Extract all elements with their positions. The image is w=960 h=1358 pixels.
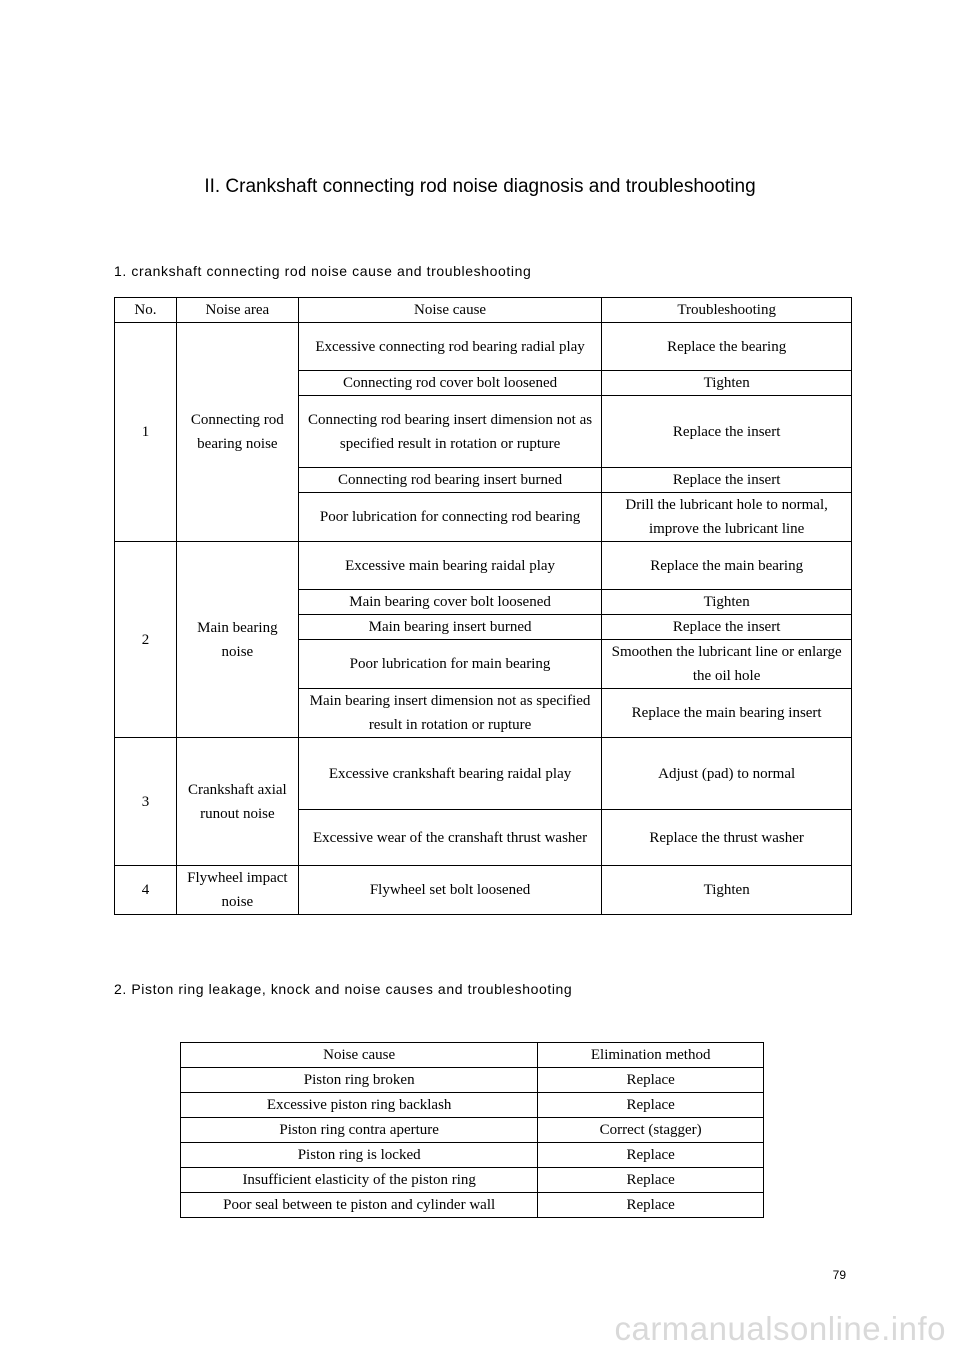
fix-cell: Replace the main bearing insert [602, 689, 852, 738]
page-title: II. Crankshaft connecting rod noise diagnosis and troubleshooting [204, 176, 756, 197]
header-noise-area: Noise area [176, 298, 298, 323]
fix-cell: Replace the insert [602, 396, 852, 468]
method-cell: Replace [538, 1168, 764, 1193]
fix-cell: Replace the bearing [602, 323, 852, 371]
header-noise-cause: Noise cause [181, 1043, 538, 1068]
method-cell: Correct (stagger) [538, 1118, 764, 1143]
group-no: 1 [115, 323, 177, 542]
cause-cell: Connecting rod bearing insert burned [298, 468, 601, 493]
cause-cell: Connecting rod bearing insert dimension not as specified result in rotation or rupture [298, 396, 601, 468]
header-no: No. [115, 298, 177, 323]
group-area: Crankshaft axial runout noise [176, 738, 298, 866]
section-1-heading: 1. crankshaft connecting rod noise cause and troubleshooting [114, 263, 532, 279]
fix-cell: Replace the insert [602, 615, 852, 640]
table-row [181, 1143, 764, 1168]
cause-cell: Flywheel set bolt loosened [298, 866, 601, 915]
section-2-heading: 2. Piston ring leakage, knock and noise causes and troubleshooting [114, 981, 573, 997]
cause-cell: Poor seal between te piston and cylinder wall [181, 1193, 538, 1218]
table-row [181, 1043, 764, 1068]
table-row [115, 542, 852, 590]
watermark: carmanualsonline.info [614, 1310, 946, 1347]
method-cell: Replace [538, 1068, 764, 1093]
fix-cell: Tighten [602, 866, 852, 915]
table-row [115, 323, 852, 371]
group-no: 2 [115, 542, 177, 738]
cause-cell: Excessive piston ring backlash [181, 1093, 538, 1118]
cause-cell: Piston ring contra aperture [181, 1118, 538, 1143]
cause-cell: Excessive wear of the cranshaft thrust washer [298, 810, 601, 866]
cause-cell: Excessive crankshaft bearing raidal play [298, 738, 601, 810]
header-noise-cause: Noise cause [298, 298, 601, 323]
table-row [181, 1193, 764, 1218]
method-cell: Replace [538, 1193, 764, 1218]
method-cell: Replace [538, 1093, 764, 1118]
fix-cell: Adjust (pad) to normal [602, 738, 852, 810]
cause-cell: Excessive main bearing raidal play [298, 542, 601, 590]
table-row [181, 1093, 764, 1118]
cause-cell: Piston ring is locked [181, 1143, 538, 1168]
fix-cell: Replace the thrust washer [602, 810, 852, 866]
table-row [181, 1118, 764, 1143]
cause-cell: Insufficient elasticity of the piston ring [181, 1168, 538, 1193]
fix-cell: Tighten [602, 371, 852, 396]
cause-cell: Main bearing insert burned [298, 615, 601, 640]
fix-cell: Replace the main bearing [602, 542, 852, 590]
group-no: 3 [115, 738, 177, 866]
table-row [181, 1068, 764, 1093]
fix-cell: Drill the lubricant hole to normal, improve the lubricant line [602, 493, 852, 542]
cause-cell: Poor lubrication for main bearing [298, 640, 601, 689]
method-cell: Replace [538, 1143, 764, 1168]
cause-cell: Connecting rod cover bolt loosened [298, 371, 601, 396]
fix-cell: Smoothen the lubricant line or enlarge the oil hole [602, 640, 852, 689]
header-troubleshooting: Troubleshooting [602, 298, 852, 323]
group-area: Connecting rod bearing noise [176, 323, 298, 542]
group-no: 4 [115, 866, 177, 915]
fix-cell: Replace the insert [602, 468, 852, 493]
table-row [115, 866, 852, 915]
page-number: 79 [832, 1268, 846, 1282]
header-elimination-method: Elimination method [538, 1043, 764, 1068]
table-row [115, 738, 852, 810]
cause-cell: Main bearing cover bolt loosened [298, 590, 601, 615]
group-area: Flywheel impact noise [176, 866, 298, 915]
table-row [181, 1168, 764, 1193]
cause-cell: Poor lubrication for connecting rod bearing [298, 493, 601, 542]
group-area: Main bearing noise [176, 542, 298, 738]
fix-cell: Tighten [602, 590, 852, 615]
crankshaft-noise-table [114, 297, 852, 915]
piston-ring-table [180, 1042, 764, 1218]
cause-cell: Piston ring broken [181, 1068, 538, 1093]
cause-cell: Main bearing insert dimension not as specified result in rotation or rupture [298, 689, 601, 738]
cause-cell: Excessive connecting rod bearing radial play [298, 323, 601, 371]
